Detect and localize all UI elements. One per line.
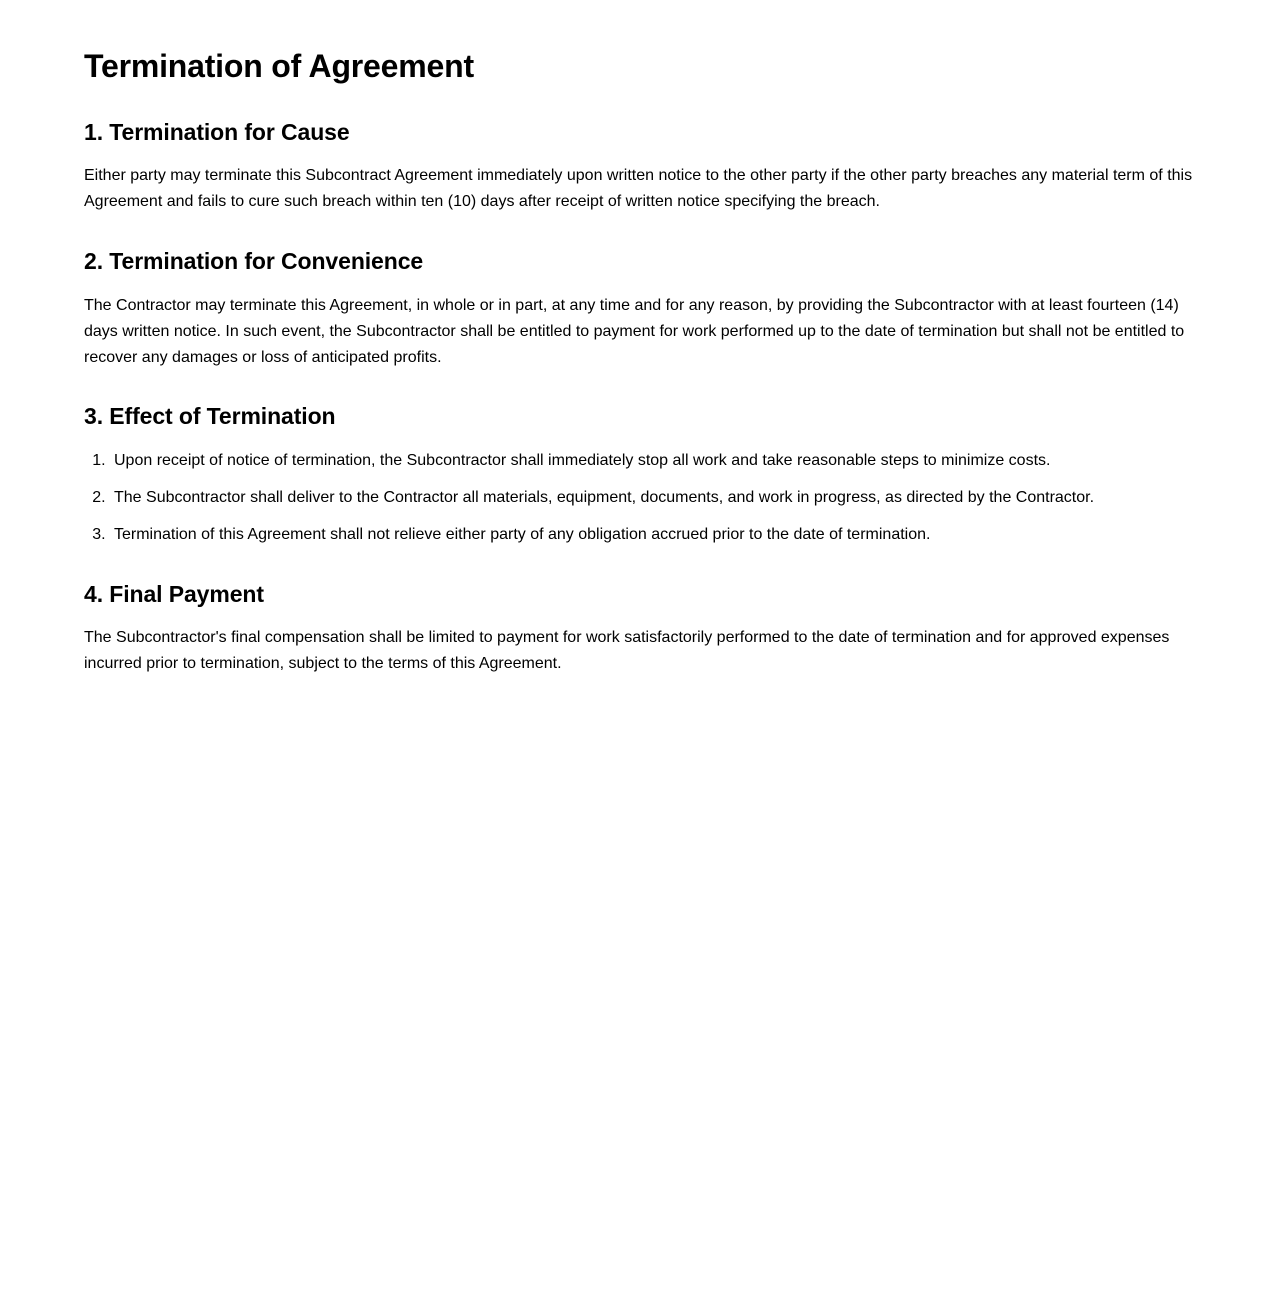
- section-heading-3: 3. Effect of Termination: [84, 403, 336, 430]
- list-item: 1. Upon receipt of notice of termination, the Subcontractor shall immediately stop all work and take reasonable steps to minimize costs.: [110, 448, 1194, 474]
- section-termination-for-convenience: [84, 248, 1194, 370]
- list-item: 2. The Subcontractor shall deliver to the Contractor all materials, equipment, documents, and work in progress, as directed by the Contractor.: [110, 485, 1194, 511]
- section-paragraph-4: The Subcontractor's final compensation shall be limited to payment for work satisfactorily performed to the date of termination and for approved expenses incurred prior to termination, subject to the terms of this Agreement.: [84, 629, 1170, 673]
- section-heading-2: 2. Termination for Convenience: [84, 248, 424, 275]
- list-item: 3. Termination of this Agreement shall not relieve either party of any obligation accrued prior to the date of termination.: [110, 522, 1194, 548]
- section-termination-for-cause: [84, 119, 1194, 215]
- section-paragraph-2: The Contractor may terminate this Agreement, in whole or in part, at any time and for any reason, by providing the Subcontractor with at least fourteen (14) days written notice. In such event, the Subcontractor shall be entitled to payment for work performed up to the date of termination but shall not be entitled to recover any damages or loss of anticipated profits.: [84, 296, 1185, 366]
- section-heading-4: 4. Final Payment: [84, 580, 264, 607]
- effect-of-termination-list: [84, 448, 1194, 548]
- section-final-payment: [84, 581, 1194, 677]
- section-effect-of-termination: [84, 403, 1194, 547]
- section-paragraph-1: Either party may terminate this Subcontract Agreement immediately upon written notice to the other party if the other party breaches any material term of this Agreement and fails to cure such breach within ten (10) days after receipt of written notice specifying the breach.: [84, 167, 1193, 211]
- page-title: Termination of Agreement: [84, 48, 474, 84]
- section-heading-1: 1. Termination for Cause: [84, 118, 350, 145]
